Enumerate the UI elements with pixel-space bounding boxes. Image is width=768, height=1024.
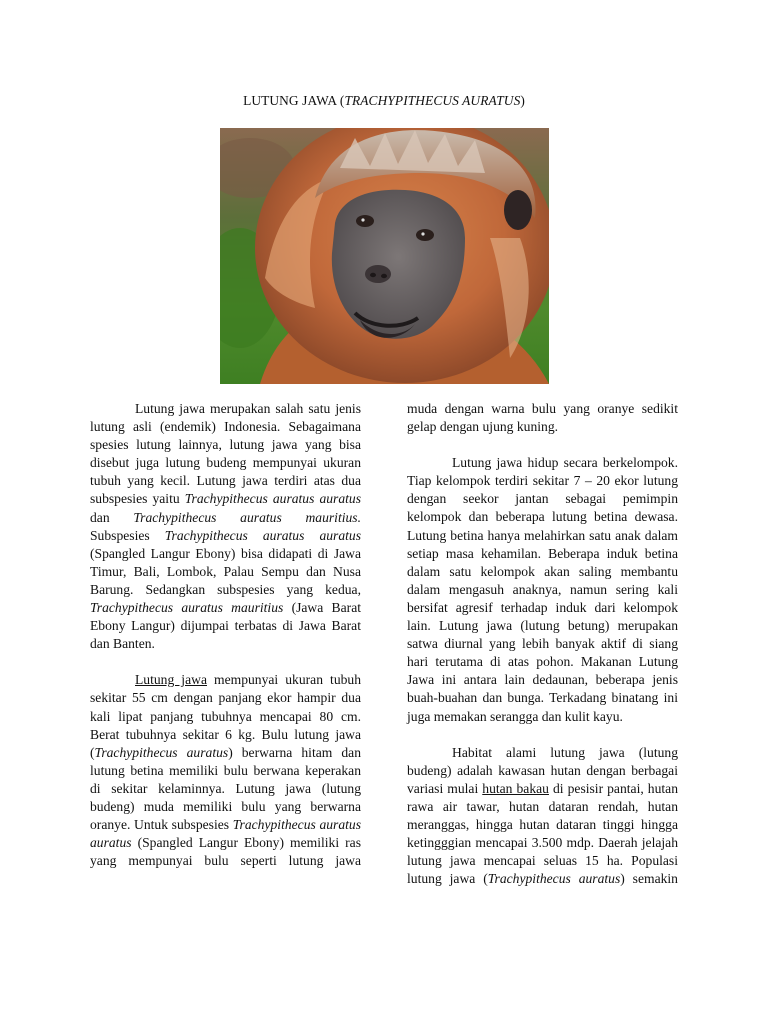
text-span: Subspesies (90, 527, 165, 543)
document-title (0, 93, 768, 109)
title-suffix: ) (520, 93, 525, 108)
species-name: Trachypithecus auratus mauritius. (133, 509, 361, 525)
text-span: ) berwarna hitam dan lutung betina memiliki bulu berwana keperakan di sekitar kelaminnya. Lutung jawa (lutung budeng) muda memiliki bulu yang berwarna oranye. Untuk subspesies (90, 744, 361, 833)
species-name: Trachypithecus auratus auratus (184, 491, 362, 507)
right-paragraph-3 (407, 744, 678, 889)
left-paragraph-1 (90, 400, 361, 653)
right-paragraph-1: muda dengan warna bulu yang oranye sedikit gelap dengan ujung kuning. (407, 401, 678, 435)
right-paragraph-2: Lutung jawa hidup secara berkelompok. Tiap kelompok terdiri sekitar 7 – 20 ekor lutung dengan seekor jantan sebagai pemimpin kelompok dan beberapa lutung betina dewasa. Lutung betina hanya melahirkan satu anak dalam setiap masa kehamilan. Beberapa induk betina dalam satu kelompok akan saling membantu dalam mengasuh anaknya, namun sering kali bersifat agresif terhadap induk dari kelompok lain. Lutung jawa (lutung betung) merupakan satwa diurnal yang lebih banyak aktif di siang hari terutama di atas pohon. Makanan Lutung Jawa ini antara lain dedaunan, beberapa jenis buah-buahan dan bunga. Terkadang binatang ini juga memakan serangga dan kulit kayu. (407, 455, 678, 724)
text-span: (Jawa Barat Ebony Langur) dijumpai terbatas di Jawa Barat dan Banten. (90, 600, 361, 652)
text-span: di pesisir pantai, hutan rawa air tawar, hutan dataran rendah, hutan meranggas, hingga hutan dataran tinggi hingga ketingggian mencapai 3.500 mdp. Daerah jelajah lutung jawa mencapai seluas 15 ha. Populasi lutung jawa ( (407, 780, 678, 887)
species-name: Trachypithecus auratus (487, 871, 621, 887)
left-paragraph-2 (90, 671, 361, 870)
species-name: Trachypithecus auratus auratus (164, 527, 361, 543)
monkey-photo-icon (220, 128, 549, 384)
javan-lutung-photo (220, 128, 549, 384)
text-span: Habitat alami lutung jawa (lutung budeng) adalah kawasan hutan dengan berbagai variasi mulai (407, 744, 678, 796)
hutan-bakau-link[interactable]: hutan bakau (482, 780, 549, 796)
text-span: (Spangled Langur Ebony) memiliki ras yang mempunyai bulu seperti lutung jawa (90, 835, 361, 869)
species-name: Trachypithecus auratus (94, 744, 229, 760)
left-column (90, 400, 361, 870)
text-span: (Spangled Langur Ebony) bisa didapati di Jawa Timur, Bali, Lombok, Palau Sempu dan Nusa Barung. Sedangkan subspesies yang kedua, (90, 545, 361, 597)
title-italic: TRACHYPITHECUS AURATUS (344, 93, 521, 108)
species-name: Trachypithecus auratus mauritius (90, 600, 284, 616)
lutung-jawa-link[interactable]: Lutung jawa (135, 672, 207, 688)
text-span: ) semakin (620, 871, 678, 887)
text-span: mempunyai ukuran tubuh sekitar 55 cm dengan panjang ekor hampir dua kali lipat panjang tubuhnya mencapai 80 cm. Berat tubuhnya sekitar 6 kg. Bulu lutung jawa ( (90, 672, 362, 760)
title-prefix: LUTUNG JAWA ( (243, 93, 345, 108)
text-span: dan (90, 509, 134, 525)
right-column (407, 400, 678, 888)
species-name: Trachypithecus auratus auratus (90, 817, 361, 851)
text-span: Lutung jawa merupakan salah satu jenis lutung asli (endemik) Indonesia. Sebagaimana spesies lutung lainnya, lutung jawa yang bisa disebut juga lutung budeng mempunyai ukuran tubuh yang kecil. Lutung jawa terdiri atas dua subspesies yaitu (90, 401, 361, 507)
